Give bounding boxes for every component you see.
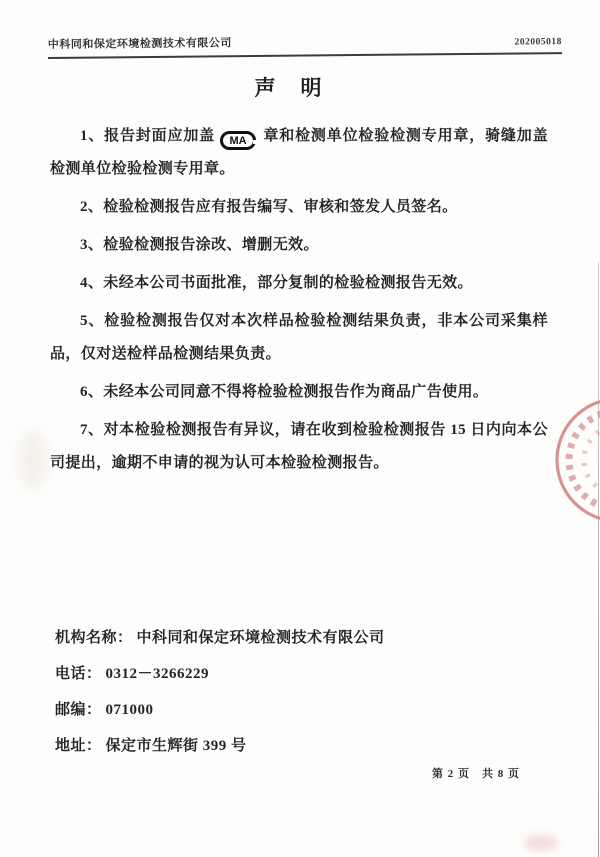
page-number: 第 2 页 共 8 页 [432,768,520,780]
cma-certification-mark-icon [220,131,256,150]
clause-5: 5、检验检测报告仅对本次样品检验检测结果负责，非本公司采集样品，仅对送检样品检测结果负责。 [50,313,548,362]
document-header [48,31,562,59]
clause-3: 3、检验检测报告涂改、增删无效。 [80,237,319,253]
cma-ring-notch [253,140,256,144]
contact-address [55,738,385,754]
page-title: 声 明 [254,76,324,100]
company-name: 中科同和保定环境检测技术有限公司 [47,37,232,52]
clause-1-before: 1、报告封面应加盖 [80,128,215,144]
report-number: 202005018 [514,37,562,48]
clause-4: 4、未经本公司书面批准，部分复制的检验检测报告无效。 [80,275,473,291]
clause-7: 7、对本检验检测报告有异议，请在收到检验检测报告 15 日内向本公司提出，逾期不申请的视为认可本检验检测报告。 [50,422,548,471]
clause-1 [50,120,548,186]
scan-smudge-left [20,430,46,490]
contact-block [55,630,385,774]
contact-phone-value: 0312－3266229 [105,666,210,682]
contact-phone-label: 电话： [55,666,102,682]
red-seal-svg [548,388,600,538]
contact-postcode [55,702,385,718]
cma-mark-label: MA [229,135,247,147]
contact-org-value: 中科同和保定环境检测技术有限公司 [136,630,385,646]
declaration-body [50,120,548,485]
contact-org [55,630,385,646]
clause-1-after: 章和检测单位检验检测专用章，骑缝加盖检测单位检验检测专用章。 [50,128,548,177]
clause-6: 6、未经本公司同意不得将检验检测报告作为商品广告使用。 [80,384,489,400]
contact-postcode-value: 071000 [105,702,154,718]
contact-org-label: 机构名称： [55,630,133,646]
scan-edge-shadow [598,262,600,857]
contact-address-label: 地址： [55,738,102,754]
clause-2: 2、检验检测报告应有报告编写、审核和签发人员签名。 [80,199,458,215]
contact-postcode-label: 邮编： [55,702,102,718]
red-seal-stamp-icon [548,388,600,538]
scan-smudge [524,835,558,851]
contact-address-value: 保定市生辉街 399 号 [105,738,247,754]
contact-phone [55,666,385,682]
